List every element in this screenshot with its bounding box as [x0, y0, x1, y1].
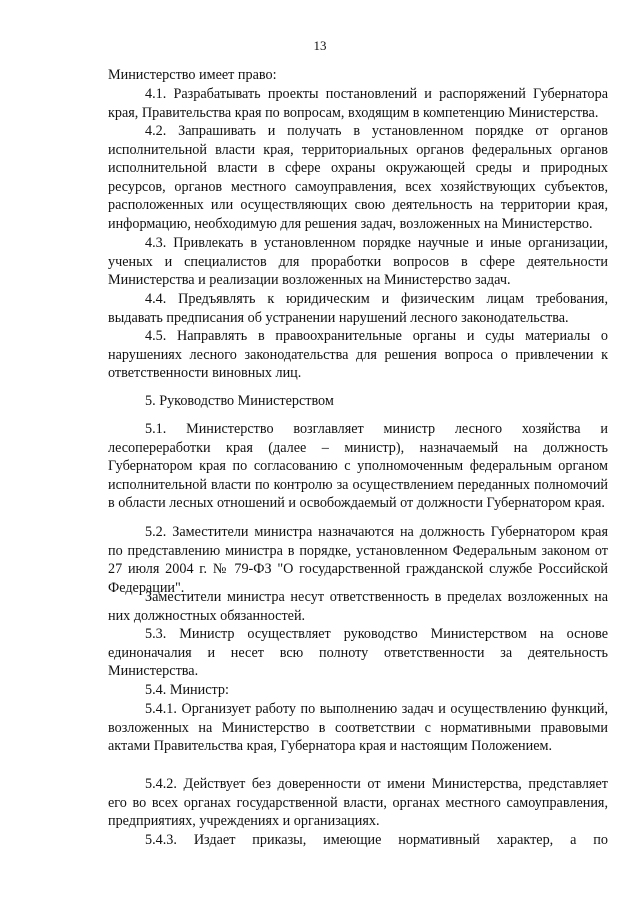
paragraph-4-2: 4.2. Запрашивать и получать в установленном порядке от органов исполнительной власти края, территориальных органов федеральных органов исполнительной власти в сфере охраны окружающей среды и природных ресурсов, органов местного самоуправления, всех хозяйствующих субъектов, расположенных или осуществляющих свою деятельность на территории края, информацию, необходимую для решения задач, возложенных на Министерство.	[108, 123, 608, 232]
paragraph-5-4-1: 5.4.1. Организует работу по выполнению задач и осуществлению функций, возложенных на Министерство в соответствии с нормативными правовыми актами Правительства края, Губернатора края и настоящим Положением.	[108, 701, 608, 755]
paragraph-5-4: 5.4. Министр:	[145, 682, 229, 698]
paragraph-5-4-2: 5.4.2. Действует без доверенности от имени Министерства, представляет его во всех органах государственной власти, органах местного самоуправления, предприятиях, учреждениях и организациях.	[108, 776, 608, 830]
paragraph-5-3: 5.3. Министр осуществляет руководство Министерством на основе единоначалия и несет всю полноту ответственности за деятельность Министерства.	[108, 626, 608, 680]
paragraph-5-2: 5.2. Заместители министра назначаются на должность Губернатором края по представлению министра в порядке, установленном Федеральным законом от 27 июля 2004 г. № 79-ФЗ "О государственной гражданской службе Российской Федерации".	[108, 524, 608, 596]
section-heading-5: 5. Руководство Министерством	[145, 393, 334, 409]
paragraph-intro: Министерство имеет право:	[108, 67, 277, 83]
paragraph-4-3: 4.3. Привлекать в установленном порядке научные и иные организации, ученых и специалистов для проработки вопросов в сфере деятельности Министерства и реализации возложенных на Министерство задач.	[108, 235, 608, 289]
paragraph-5-1: 5.1. Министерство возглавляет министр лесного хозяйства и лесопереработки края (далее – министр), назначаемый на должность Губернатором края по согласованию с уполномоченным федеральным органом исполнительной власти по контролю за осуществлением переданных полномочий в области лесных отношений и освобождаемый от должности Губернатором края.	[108, 421, 608, 512]
paragraph-4-1: 4.1. Разрабатывать проекты постановлений и распоряжений Губернатора края, Правительства края по вопросам, входящим в компетенцию Министерства.	[108, 86, 608, 121]
paragraph-4-4: 4.4. Предъявлять к юридическим и физическим лицам требования, выдавать предписания об устранении нарушений лесного законодательства.	[108, 291, 608, 326]
page-number: 13	[313, 38, 327, 53]
paragraph-5-2-cont: Заместители министра несут ответственность в пределах возложенных на них должностных обязанностей.	[108, 589, 608, 624]
paragraph-4-5: 4.5. Направлять в правоохранительные органы и суды материалы о нарушениях лесного законодательства для решения вопроса о привлечении к ответственности виновных лиц.	[108, 328, 608, 382]
paragraph-5-4-3: 5.4.3. Издает приказы, имеющие нормативный характер, а по	[145, 832, 608, 848]
